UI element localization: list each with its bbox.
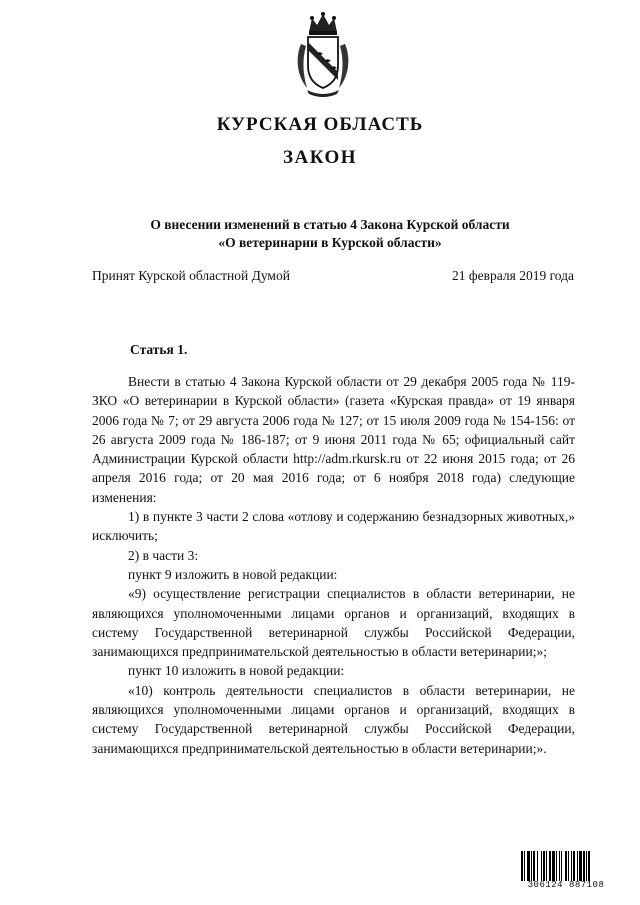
article-paragraph: «10) контроль деятельности специалистов в области ветеринарии, не являющихся уполномоченными лицами органов и организаций, входящих в систему Государственной ветеринарной службы Российской Федерации, занимающихся предпринимательской деятельностью в области ветеринарии;». <box>92 682 575 756</box>
article-body <box>92 372 575 758</box>
barcode-bars-icon <box>521 851 611 881</box>
article-paragraph: пункт 9 изложить в новой редакции: <box>128 566 338 582</box>
article-paragraph: 1) в пункте 3 части 2 слова «отлову и содержанию безнадзорных животных,» исключить; <box>92 509 575 544</box>
adopted-by: Принят Курской областной Думой <box>92 268 290 283</box>
article-paragraph: 2) в части 3: <box>128 547 199 563</box>
adoption-date: 21 февраля 2019 года <box>452 268 574 283</box>
article-heading: Статья 1. <box>130 342 188 357</box>
region-title: КУРСКАЯ ОБЛАСТЬ <box>216 114 424 135</box>
law-subject <box>90 216 570 252</box>
law-subject-line-2: «О ветеринарии в Курской области» <box>218 235 442 250</box>
document-type-title: ЗАКОН <box>282 147 358 168</box>
article-paragraph: пункт 10 изложить в новой редакции: <box>128 663 345 679</box>
coat-of-arms-icon <box>293 10 353 98</box>
document-barcode <box>521 851 611 891</box>
article-paragraph: Внести в статью 4 Закона Курской области от 29 декабря 2005 года № 119-ЗКО «О ветеринарии в Курской области» (газета «Курская правда» от 19 января 2006 года № 7; от 29 августа 2006 года № 127; от 15 июля 2009 года № 154-156: от 26 августа 2009 года № 186-187; от 9 июня 2011 года № 65; официальный сайт Администрации Курской области http://adm.rkursk.ru от 22 июня 2015 года; от 26 апреля 2016 года; от 20 мая 2016 года; от 6 ноября 2018 года) следующие изменения: <box>92 374 575 505</box>
article-paragraph: «9) осуществление регистрации специалистов в области ветеринарии, не являющихся уполномоченными лицами органов и организаций, входящих в систему Государственной ветеринарной службы Российской Федерации, занимающихся предпринимательской деятельностью в области ветеринарии;»; <box>92 586 575 660</box>
law-subject-line-1: О внесении изменений в статью 4 Закона Курской области <box>150 217 510 232</box>
barcode-number: 306124 887108 <box>527 880 605 890</box>
